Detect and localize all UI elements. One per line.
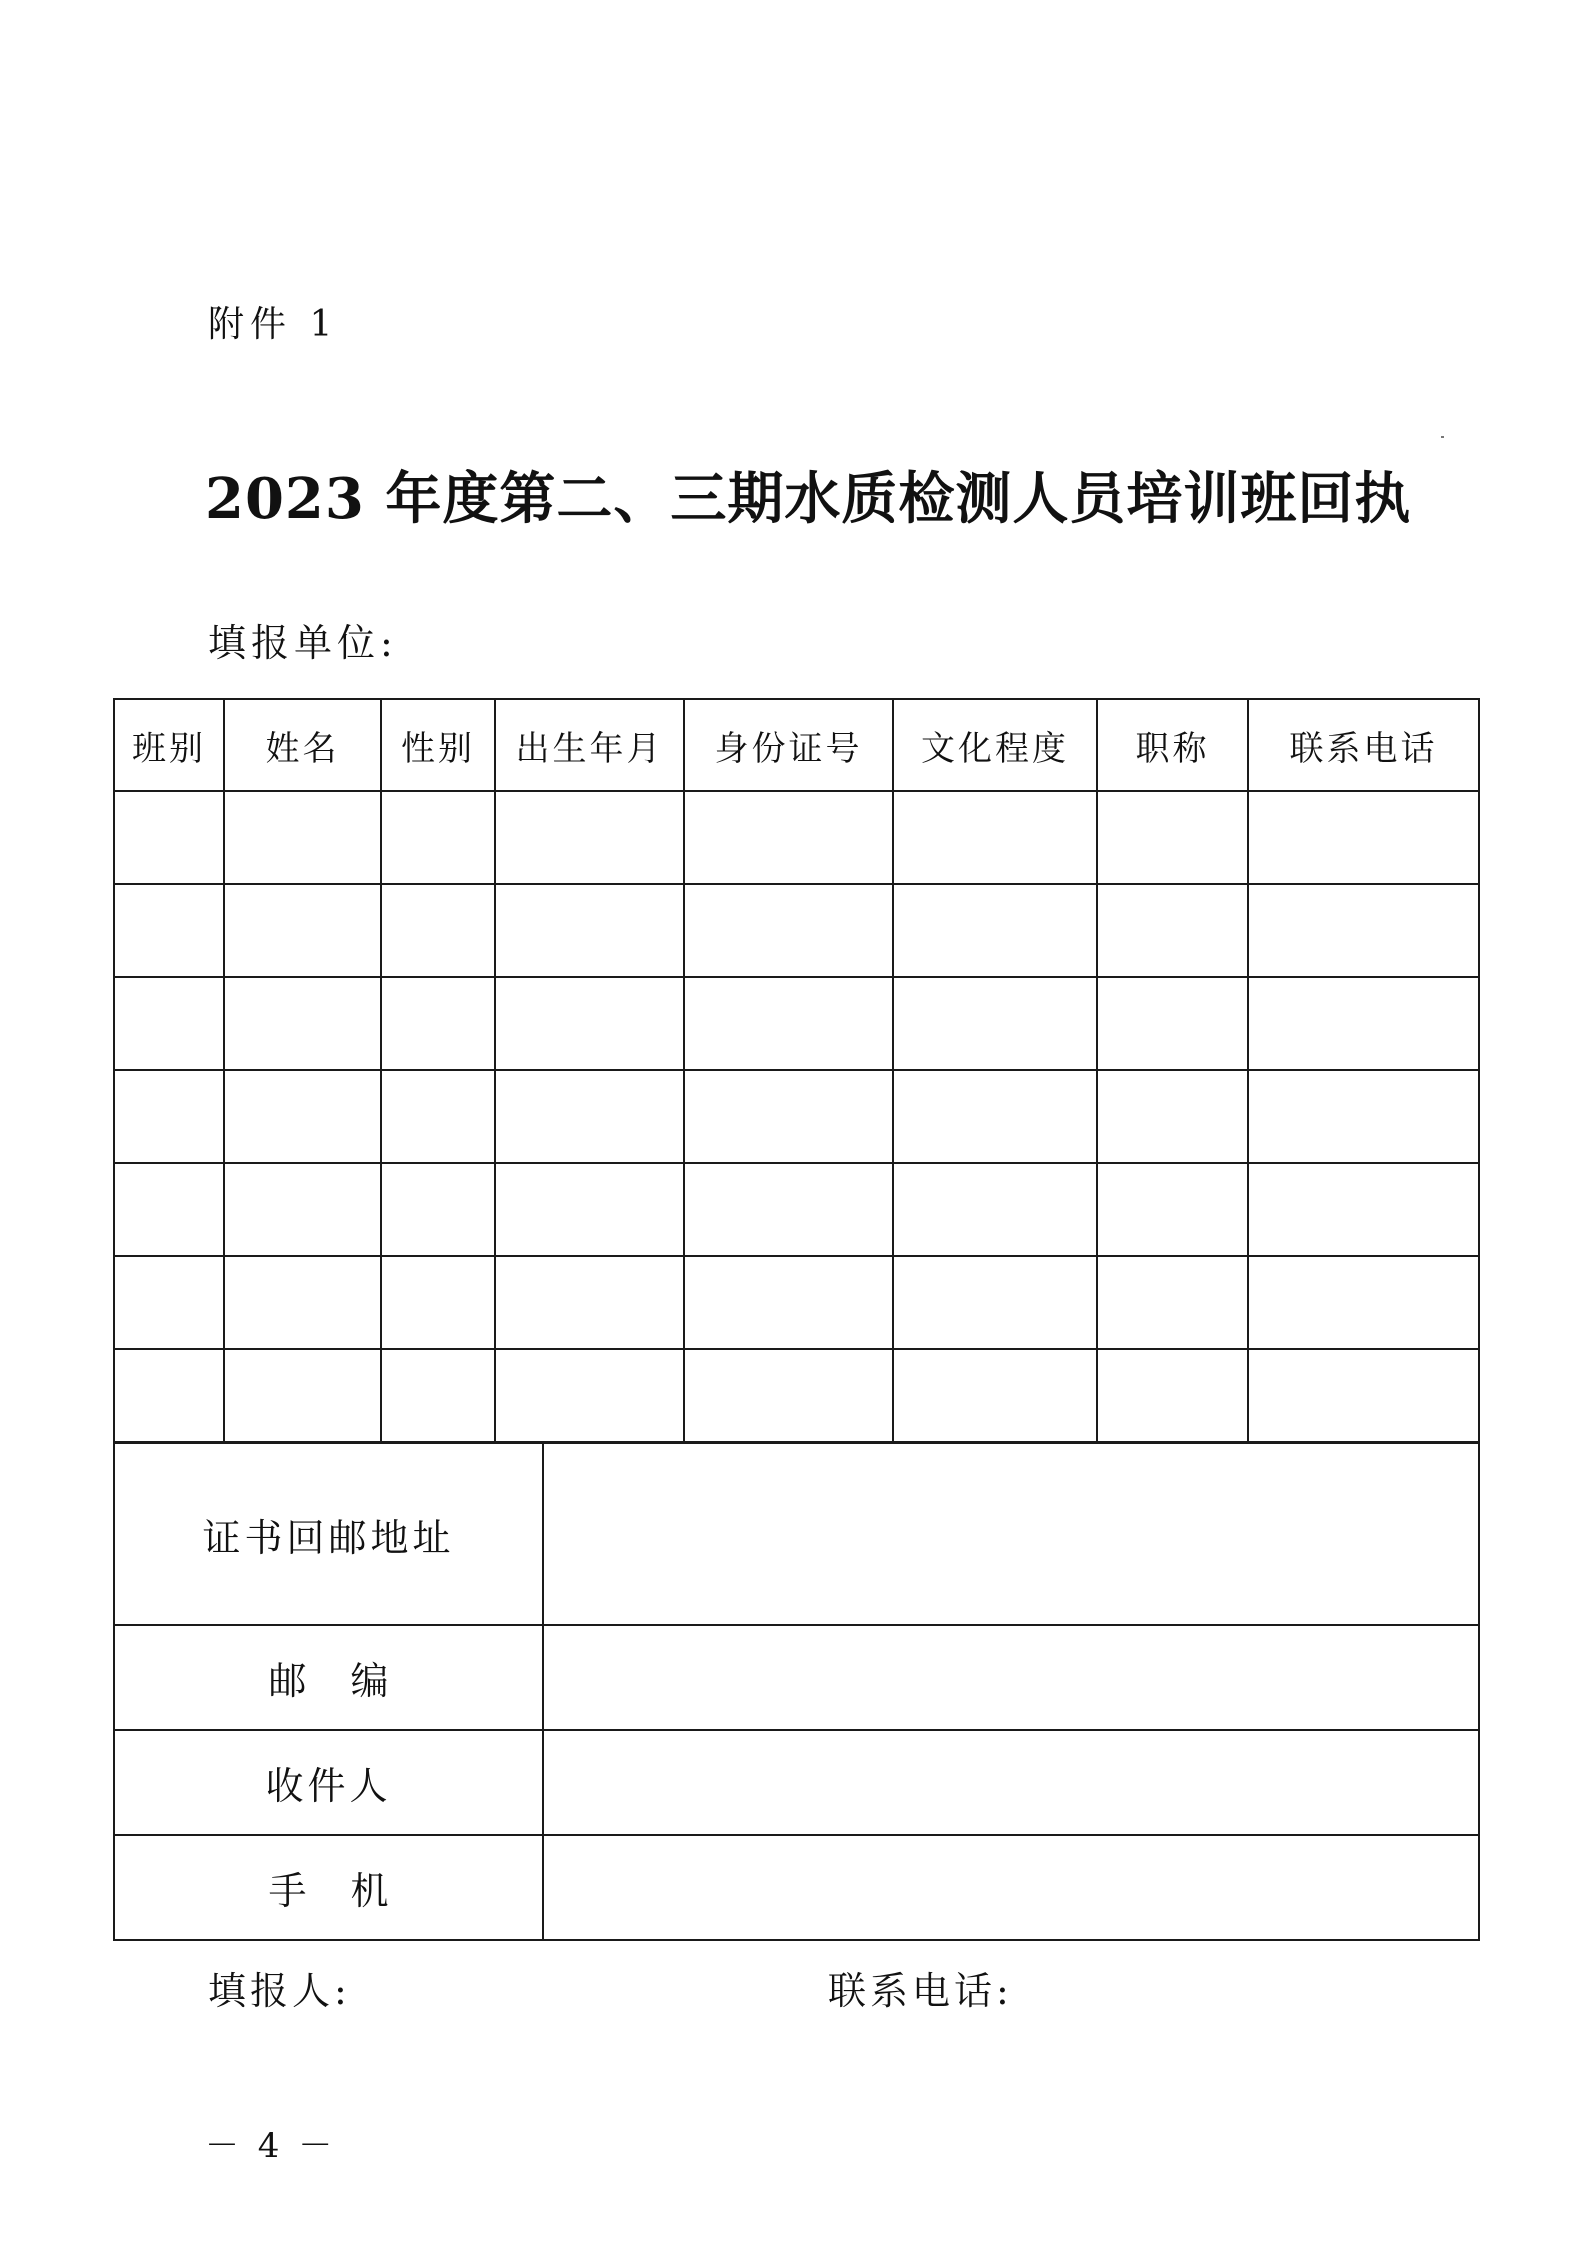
header-phone: 联系电话 [1248, 699, 1479, 791]
table-cell[interactable] [684, 1163, 893, 1256]
table-cell[interactable] [114, 1070, 224, 1163]
fill-unit-label: 填报单位: [208, 621, 398, 665]
postcode-row [114, 1625, 1479, 1730]
table-row [114, 791, 1479, 884]
table-cell[interactable] [381, 1349, 495, 1442]
table-cell[interactable] [114, 1163, 224, 1256]
table-cell[interactable] [1248, 1070, 1479, 1163]
table-cell[interactable] [224, 1349, 381, 1442]
table-cell[interactable] [1248, 977, 1479, 1070]
table-cell[interactable] [224, 1163, 381, 1256]
table-cell[interactable] [495, 1070, 684, 1163]
table-cell[interactable] [1097, 1349, 1248, 1442]
recipient-field[interactable] [543, 1730, 1479, 1835]
address-field[interactable] [543, 1443, 1479, 1625]
table-cell[interactable] [381, 791, 495, 884]
header-title: 职称 [1097, 699, 1248, 791]
table-cell[interactable] [495, 1256, 684, 1349]
table-cell[interactable] [893, 1256, 1097, 1349]
filler-label: 填报人: [208, 1969, 351, 2013]
header-id-number: 身份证号 [684, 699, 893, 791]
table-cell[interactable] [224, 1070, 381, 1163]
table-cell[interactable] [684, 1070, 893, 1163]
filler-phone-label: 联系电话: [828, 1969, 1013, 2013]
recipient-label: 收件人 [114, 1730, 543, 1835]
table-cell[interactable] [224, 977, 381, 1070]
table-cell[interactable] [1248, 791, 1479, 884]
table-cell[interactable] [224, 884, 381, 977]
table-cell[interactable] [893, 1070, 1097, 1163]
table-cell[interactable] [893, 1349, 1097, 1442]
table-cell[interactable] [114, 977, 224, 1070]
mailing-table [113, 1442, 1480, 1941]
table-cell[interactable] [684, 1349, 893, 1442]
header-class: 班别 [114, 699, 224, 791]
postcode-label-text: 邮编 [268, 1659, 433, 1703]
mobile-row [114, 1835, 1479, 1940]
table-cell[interactable] [684, 1256, 893, 1349]
postcode-label [114, 1625, 543, 1730]
attachment-label: 附件 1 [208, 304, 339, 345]
table-cell[interactable] [893, 791, 1097, 884]
table-cell[interactable] [1097, 1256, 1248, 1349]
mobile-field[interactable] [543, 1835, 1479, 1940]
table-cell[interactable] [893, 977, 1097, 1070]
table-cell[interactable] [1248, 1349, 1479, 1442]
table-cell[interactable] [1097, 1163, 1248, 1256]
table-cell[interactable] [1097, 884, 1248, 977]
table-cell[interactable] [1248, 884, 1479, 977]
table-cell[interactable] [381, 884, 495, 977]
scan-speck [1441, 436, 1444, 438]
table-row [114, 1349, 1479, 1442]
table-cell[interactable] [1097, 977, 1248, 1070]
table-row [114, 884, 1479, 977]
table-cell[interactable] [684, 977, 893, 1070]
table-cell[interactable] [1097, 791, 1248, 884]
header-education: 文化程度 [893, 699, 1097, 791]
table-cell[interactable] [684, 791, 893, 884]
table-cell[interactable] [495, 884, 684, 977]
participant-table [113, 698, 1480, 1443]
table-cell[interactable] [224, 1256, 381, 1349]
address-row [114, 1443, 1479, 1625]
table-cell[interactable] [893, 884, 1097, 977]
header-gender: 性别 [381, 699, 495, 791]
table-cell[interactable] [684, 884, 893, 977]
table-cell[interactable] [114, 884, 224, 977]
table-row [114, 1163, 1479, 1256]
table-cell[interactable] [893, 1163, 1097, 1256]
table-cell[interactable] [495, 1163, 684, 1256]
table-row [114, 1070, 1479, 1163]
page-title: 2023 年度第二、三期水质检测人员培训班回执 [205, 466, 1412, 532]
postcode-field[interactable] [543, 1625, 1479, 1730]
address-label: 证书回邮地址 [114, 1443, 543, 1625]
table-cell[interactable] [381, 1070, 495, 1163]
table-cell[interactable] [224, 791, 381, 884]
header-name: 姓名 [224, 699, 381, 791]
table-row [114, 1256, 1479, 1349]
mobile-label [114, 1835, 543, 1940]
table-cell[interactable] [495, 791, 684, 884]
table-cell[interactable] [1097, 1070, 1248, 1163]
table-cell[interactable] [381, 1256, 495, 1349]
table-cell[interactable] [114, 1349, 224, 1442]
table-cell[interactable] [381, 977, 495, 1070]
table-row [114, 977, 1479, 1070]
table-cell[interactable] [381, 1163, 495, 1256]
table-cell[interactable] [495, 977, 684, 1070]
table-cell[interactable] [114, 791, 224, 884]
table-header-row [114, 699, 1479, 791]
table-cell[interactable] [114, 1256, 224, 1349]
page-number: － 4 － [205, 2126, 337, 2166]
mobile-label-text: 手机 [268, 1869, 433, 1913]
table-cell[interactable] [495, 1349, 684, 1442]
table-cell[interactable] [1248, 1256, 1479, 1349]
table-cell[interactable] [1248, 1163, 1479, 1256]
recipient-row [114, 1730, 1479, 1835]
header-birth-month: 出生年月 [495, 699, 684, 791]
